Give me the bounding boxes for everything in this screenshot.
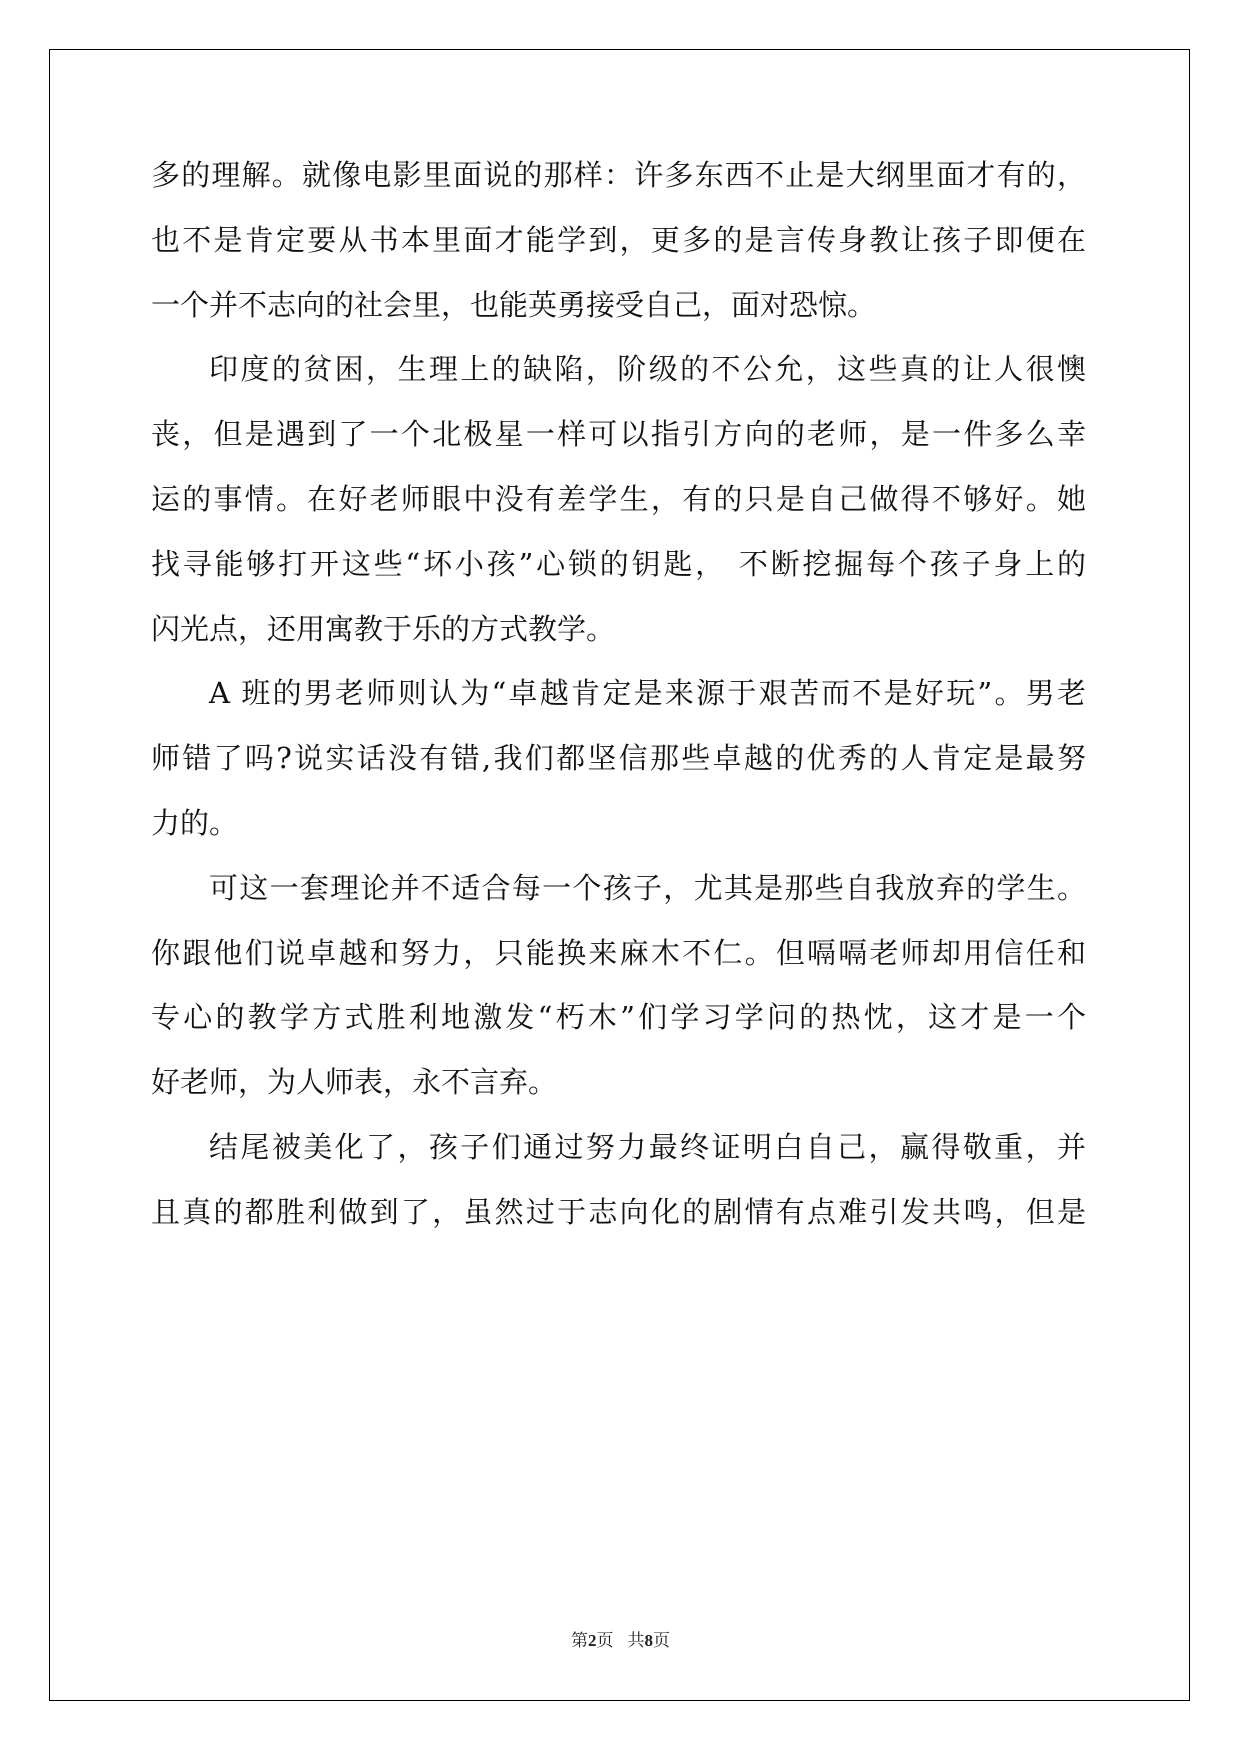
text-line: 且真的都胜利做到了，虽然过于志向化的剧情有点难引发共鸣，但是 <box>151 1194 1086 1229</box>
footer-total-suffix: 页 <box>653 1631 670 1650</box>
text-line: 一个并不志向的社会里，也能英勇接受自己，面对恐惊。 <box>151 287 877 322</box>
text-line: 丧，但是遇到了一个北极星一样可以指引方向的老师，是一件多么幸 <box>151 417 1086 452</box>
document-body <box>151 143 1086 1245</box>
text-line: 闪光点，还用寓教于乐的方式教学。 <box>151 611 616 646</box>
text-line: 结尾被美化了，孩子们通过努力最终证明白自己，赢得敬重，并 <box>209 1129 1086 1164</box>
paragraph <box>151 337 1086 661</box>
text-line: 好老师，为人师表，永不言弃。 <box>151 1065 558 1100</box>
paragraph <box>151 856 1086 1115</box>
text-line: 你跟他们说卓越和努力，只能换来麻木不仁。但嗝嗝老师却用信任和 <box>151 935 1086 970</box>
paragraph <box>151 1115 1086 1245</box>
text-line: 可这一套理论并不适合每一个孩子，尤其是那些自我放弃的学生。 <box>209 870 1086 905</box>
text-line: 印度的贫困，生理上的缺陷，阶级的不公允，这些真的让人很懊 <box>209 352 1086 387</box>
paragraph <box>151 661 1086 855</box>
text-line: 师错了吗?说实话没有错,我们都坚信那些卓越的优秀的人肯定是最努 <box>151 741 1086 776</box>
footer-total-prefix: 共 <box>627 1631 645 1650</box>
paragraph <box>151 143 1086 337</box>
text-line: A 班的男老师则认为“卓越肯定是来源于艰苦而不是好玩”。男老 <box>209 676 1086 711</box>
text-line: 找寻能够打开这些“坏小孩”心锁的钥匙， 不断挖掘每个孩子身上的 <box>151 546 1086 581</box>
footer-page-suffix: 页 <box>596 1631 614 1650</box>
page-number: 2 <box>588 1631 597 1650</box>
page-footer <box>0 1626 1241 1651</box>
text-line: 专心的教学方式胜利地激发“朽木”们学习学问的热忱，这才是一个 <box>151 1000 1086 1035</box>
text-line: 力的。 <box>151 805 239 840</box>
text-line: 也不是肯定要从书本里面才能学到，更多的是言传身教让孩子即便在 <box>151 222 1086 257</box>
footer-prefix: 第 <box>571 1631 588 1650</box>
text-line: 运的事情。在好老师眼中没有差学生，有的只是自己做得不够好。她 <box>151 481 1086 516</box>
total-pages: 8 <box>644 1631 653 1650</box>
text-line: 多的理解。就像电影里面说的那样：许多东西不止是大纲里面才有的， <box>151 158 1086 192</box>
